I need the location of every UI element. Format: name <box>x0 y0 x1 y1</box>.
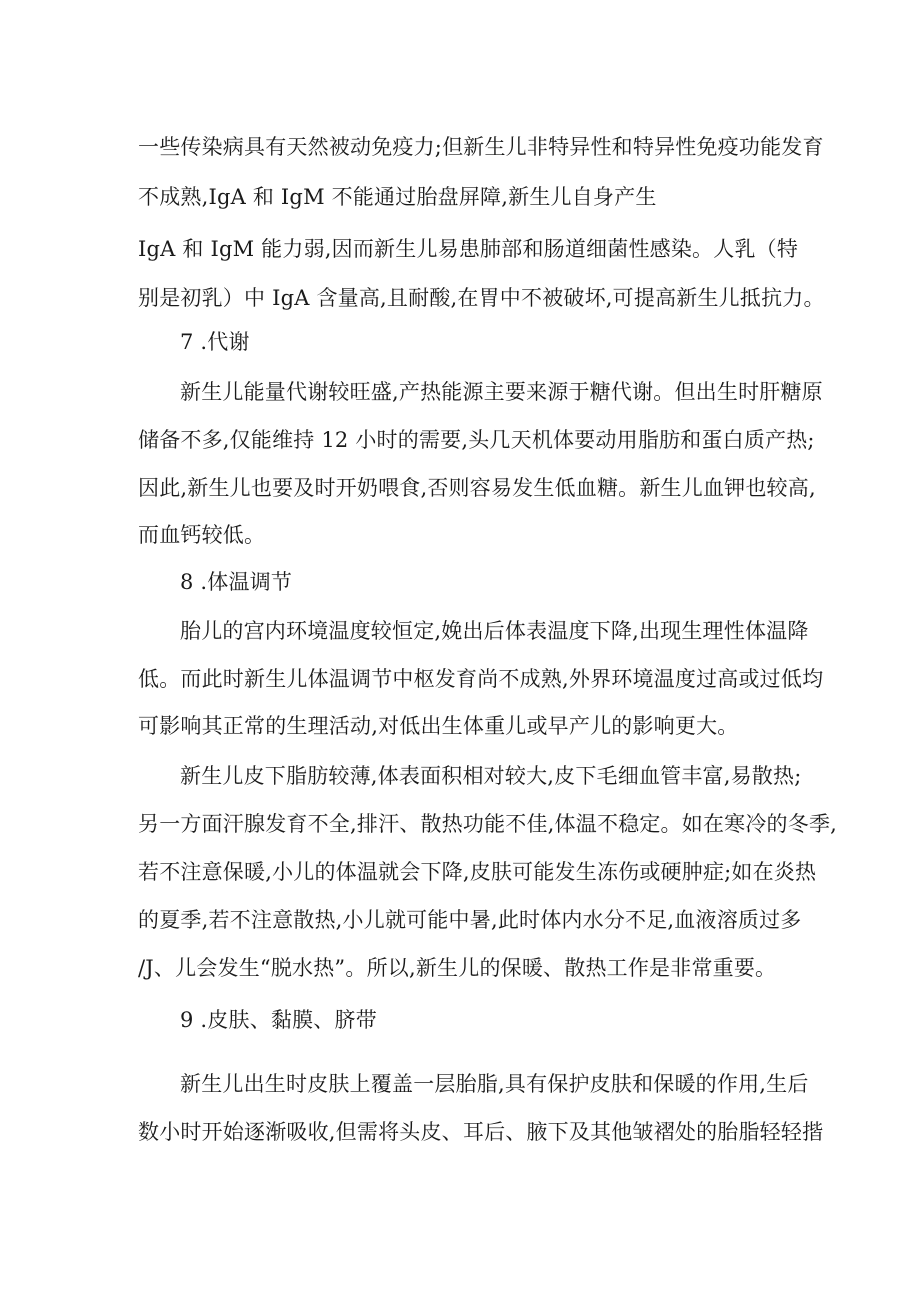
text-line-thermo-7: 的夏季,若不注意散热,小儿就可能中暑,此时体内水分不足,血液溶质过多 <box>138 908 802 932</box>
text-line-metabolism-1: 新生儿能量代谢较旺盛,产热能源主要来源于糖代谢。但出生时肝糖原 <box>180 380 823 404</box>
text-line-thermo-3: 可影响其正常的生理活动,对低出生体重儿或早产儿的影响更大。 <box>138 714 739 738</box>
text-line-metabolism-3: 因此,新生儿也要及时开奶喂食,否则容易发生低血糖。新生儿血钾也较高, <box>138 476 816 500</box>
section-heading-thermoregulation: 8 .体温调节 <box>180 570 293 594</box>
text-line-thermo-1: 胎儿的宫内环境温度较恒定,娩出后体表温度下降,出现生理性体温降 <box>180 619 809 643</box>
text-line-skin-1: 新生儿出生时皮肤上覆盖一层胎脂,具有保护皮肤和保暖的作用,生后 <box>180 1072 809 1096</box>
text-line-skin-2: 数小时开始逐渐吸收,但需将头皮、耳后、腋下及其他皱褶处的胎脂轻轻揩 <box>138 1120 824 1144</box>
text-line-thermo-4: 新生儿皮下脂肪较薄,体表面积相对较大,皮下毛细血管丰富,易散热; <box>180 764 802 788</box>
text-line-thermo-5: 另一方面汗腺发育不全,排汗、散热功能不佳,体温不稳定。如在寒冷的冬季, <box>138 812 838 836</box>
text-line-thermo-8: /J、儿会发生“脱水热”。所以,新生儿的保暖、散热工作是非常重要。 <box>138 956 777 980</box>
section-heading-skin: 9 .皮肤、黏膜、脐带 <box>180 1008 377 1032</box>
text-line-thermo-6: 若不注意保暖,小儿的体温就会下降,皮肤可能发生冻伤或硬肿症;如在炎热 <box>138 860 817 884</box>
text-line-thermo-2: 低。而此时新生儿体温调节中枢发育尚不成熟,外界环境温度过高或过低均 <box>138 667 824 691</box>
text-line-metabolism-2: 储备不多,仅能维持 12 小时的需要,头几天机体要动用脂肪和蛋白质产热; <box>138 428 815 452</box>
section-heading-metabolism: 7 .代谢 <box>180 330 250 354</box>
text-line-immunity-2: 不成熟,IgA 和 IgM 不能通过胎盘屏障,新生儿自身产生 <box>138 185 657 209</box>
text-line-immunity-4: 别是初乳）中 IgA 含量高,且耐酸,在胃中不被破坏,可提高新生儿抵抗力。 <box>138 286 825 310</box>
text-line-metabolism-4: 而血钙较低。 <box>138 523 266 547</box>
text-line-immunity-3: IgA 和 IgM 能力弱,因而新生儿易患肺部和肠道细菌性感染。人乳（特 <box>138 237 799 261</box>
text-line-immunity-1: 一些传染病具有天然被动免疫力;但新生儿非特异性和特异性免疫功能发育 <box>138 135 824 159</box>
